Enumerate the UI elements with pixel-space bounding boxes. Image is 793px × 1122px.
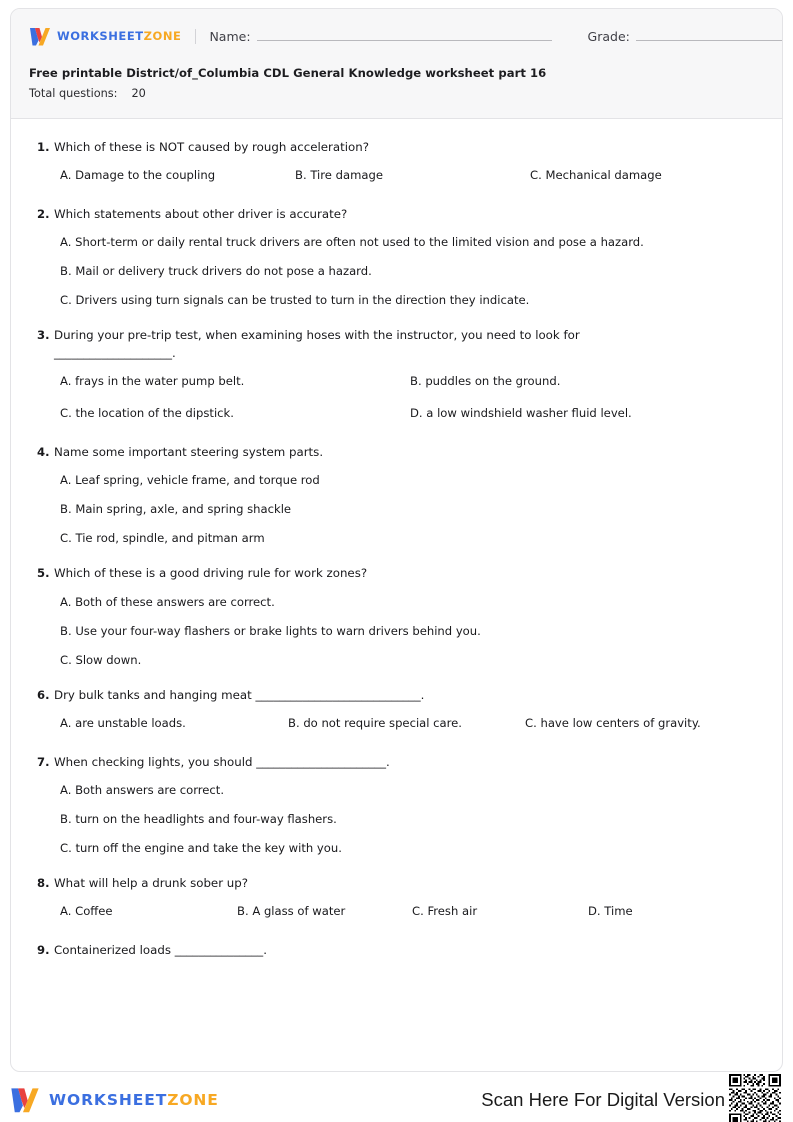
answer-option[interactable]: C. Mechanical damage <box>530 167 662 182</box>
answer-option[interactable]: A. Both of these answers are correct. <box>60 594 275 609</box>
total-questions-label: Total questions: <box>29 87 118 100</box>
footer-scan-group <box>481 1074 783 1122</box>
footer-brand-logo <box>10 1087 219 1113</box>
grade-field-group <box>588 29 783 44</box>
answer-option[interactable]: A. Damage to the coupling <box>60 167 216 182</box>
answer-row <box>60 373 762 395</box>
answer-option[interactable]: B. turn on the headlights and four-way flashers. <box>60 812 337 827</box>
total-questions-row <box>29 87 764 100</box>
grade-input-line[interactable] <box>636 29 783 41</box>
question-text: Containerized loads _______________. <box>54 942 267 957</box>
answer-option[interactable]: B. puddles on the ground. <box>410 373 561 388</box>
name-label: Name: <box>209 28 251 44</box>
header-top-row <box>29 23 764 49</box>
worksheet-zone-w-logo-icon <box>10 1087 40 1113</box>
answer-row <box>60 715 762 737</box>
question-number: 5. <box>37 566 50 581</box>
question-heading <box>31 875 762 893</box>
question-item <box>31 754 762 859</box>
answer-options <box>31 167 762 189</box>
answer-option[interactable]: C. Tie rod, spindle, and pitman arm <box>60 531 265 546</box>
question-number: 9. <box>37 942 50 957</box>
question-item <box>31 139 762 189</box>
brand-logo <box>29 27 181 46</box>
name-field-group <box>209 29 551 44</box>
answer-option[interactable]: A. Short-term or daily rental truck drivers are often not used to the limited vision and pose a hazard. <box>60 235 644 250</box>
question-text: What will help a drunk sober up? <box>54 876 249 891</box>
question-heading <box>31 754 762 772</box>
question-text: Name some important steering system parts. <box>54 444 324 459</box>
answer-option[interactable]: C. Slow down. <box>60 652 142 667</box>
answer-options <box>31 373 762 427</box>
answer-option[interactable]: D. a low windshield washer fluid level. <box>410 405 632 420</box>
question-number: 8. <box>37 876 50 891</box>
questions-body <box>11 119 782 960</box>
question-text: Which of these is NOT caused by rough acceleration? <box>54 140 369 154</box>
brand-logo-text-worksheet: WORKSHEET <box>57 29 144 43</box>
question-item <box>31 327 762 426</box>
answer-option[interactable]: C. turn off the engine and take the key with you. <box>60 841 342 856</box>
answer-option[interactable]: D. Time <box>588 903 633 918</box>
answer-option[interactable]: B. Use your four-way flashers or brake lights to warn drivers behind you. <box>60 623 481 638</box>
answer-option[interactable]: A. Coffee <box>60 903 113 918</box>
answer-row <box>60 903 762 925</box>
question-heading <box>31 444 762 462</box>
answer-option[interactable]: A. Both answers are correct. <box>60 783 225 798</box>
answer-option[interactable]: C. have low centers of gravity. <box>525 715 701 730</box>
footer-brand-text <box>49 1091 219 1109</box>
question-number: 4. <box>37 444 50 459</box>
question-text: During your pre-trip test, when examining hoses with the instructor, you need to look for ____________________. <box>54 328 580 360</box>
worksheet-footer <box>10 1080 783 1120</box>
worksheet-card <box>10 8 783 1072</box>
answer-option[interactable]: B. A glass of water <box>237 903 346 918</box>
question-text: When checking lights, you should ______________________. <box>54 754 390 769</box>
brand-logo-text-zone: ZONE <box>143 29 182 43</box>
answer-options <box>31 594 762 670</box>
answer-option[interactable]: B. Tire damage <box>295 167 383 182</box>
question-item <box>31 444 762 549</box>
question-text: Which of these is a good driving rule for work zones? <box>54 566 368 581</box>
footer-brand-text-worksheet: WORKSHEET <box>49 1091 168 1109</box>
answer-option[interactable]: B. Mail or delivery truck drivers do not pose a hazard. <box>60 264 372 279</box>
question-heading <box>31 565 762 583</box>
answer-options <box>31 472 762 548</box>
question-number: 2. <box>37 206 50 221</box>
question-item <box>31 565 762 670</box>
answer-options <box>31 715 762 737</box>
total-questions-value: 20 <box>131 87 146 100</box>
answer-option[interactable]: A. Leaf spring, vehicle frame, and torque rod <box>60 473 320 488</box>
question-heading <box>31 206 762 224</box>
answer-option[interactable]: B. do not require special care. <box>288 715 462 730</box>
question-number: 6. <box>37 687 50 702</box>
qr-code-icon[interactable] <box>729 1074 781 1122</box>
answer-option[interactable]: A. are unstable loads. <box>60 715 186 730</box>
question-text: Which statements about other driver is accurate? <box>54 206 348 221</box>
answer-options <box>31 782 762 858</box>
question-heading <box>31 139 762 157</box>
question-heading <box>31 687 762 705</box>
answer-row <box>60 167 762 189</box>
grade-label: Grade: <box>587 28 630 44</box>
footer-brand-text-zone: ZONE <box>167 1091 219 1109</box>
worksheet-title: Free printable District/of_Columbia CDL General Knowledge worksheet part 16 <box>29 66 547 80</box>
scan-here-text: Scan Here For Digital Version <box>481 1089 725 1110</box>
worksheet-zone-w-logo-icon <box>29 27 51 46</box>
question-number: 1. <box>37 140 50 154</box>
answer-option[interactable]: C. Drivers using turn signals can be trusted to turn in the direction they indicate. <box>60 293 530 308</box>
name-input-line[interactable] <box>257 29 552 41</box>
brand-logo-text <box>57 29 181 43</box>
question-heading <box>31 942 762 960</box>
answer-option[interactable]: B. Main spring, axle, and spring shackle <box>60 502 292 517</box>
answer-option[interactable]: C. Fresh air <box>412 903 478 918</box>
worksheet-header <box>11 9 782 119</box>
header-divider <box>195 29 196 44</box>
question-item <box>31 687 762 737</box>
answer-options <box>31 234 762 310</box>
answer-option[interactable]: C. the location of the dipstick. <box>60 405 234 420</box>
question-item <box>31 206 762 311</box>
question-item <box>31 875 762 925</box>
answer-row <box>60 405 762 427</box>
answer-option[interactable]: A. frays in the water pump belt. <box>60 373 245 388</box>
question-number: 3. <box>37 328 50 343</box>
question-text: Dry bulk tanks and hanging meat ____________________________. <box>54 687 425 702</box>
question-heading <box>31 327 762 362</box>
question-item <box>31 942 762 960</box>
answer-options <box>31 903 762 925</box>
question-number: 7. <box>37 754 50 769</box>
